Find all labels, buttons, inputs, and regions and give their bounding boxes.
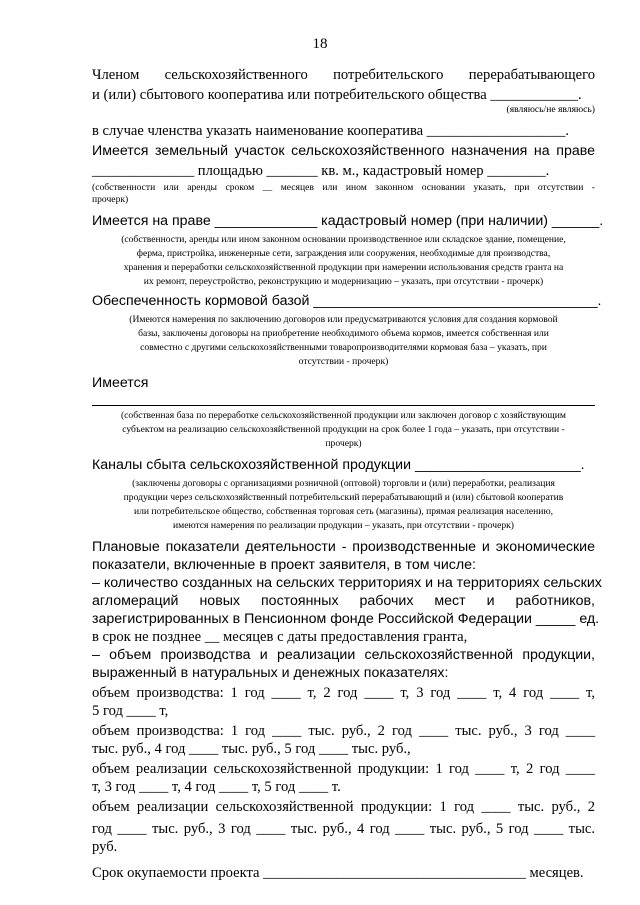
right-note-2: ферма, пристройка, инженерные сети, заграждения или сооружения, необходимые для производства, xyxy=(136,248,551,259)
member-line-1: Членом сельскохозяйственного потребительского перерабатывающего xyxy=(92,67,595,83)
sales-natural-line-1: объем реализации сельскохозяйственной продукции: 1 год ____ т, 2 год ____ xyxy=(92,761,595,777)
coop-name-line: в случае членства указать наименование кооператива ___________________. xyxy=(92,123,570,139)
page-number: 18 xyxy=(312,36,328,52)
production-rubles-line-1: объем производства: 1 год ____ тыс. руб., 2 год ____ тыс. руб., 3 год ____ xyxy=(92,723,595,739)
plan-line-7: – объем производства и реализации сельскохозяйственной продукции, xyxy=(92,647,595,663)
form-body xyxy=(92,66,604,882)
feed-note-4: отсутствии - прочерк) xyxy=(298,356,389,367)
plan-line-8: выраженный в натуральных и денежных показателях: xyxy=(92,665,449,681)
plan-line-4: агломераций новых постоянных рабочих мест и работников, xyxy=(92,593,595,609)
plan-line-1: Плановые показатели деятельности - производственные и экономические xyxy=(92,539,595,555)
has-note-3: прочерк) xyxy=(325,438,362,449)
feed-note-2: базы, заключены договоры на приобретение необходимого объема кормов, имеется собственная или xyxy=(138,328,549,339)
plan-line-6: в срок не позднее __ месяцев с даты предоставления гранта, xyxy=(92,629,468,645)
land-line-2: ______________ площадью _______ кв. м., кадастровый номер ________. xyxy=(92,163,550,179)
production-rubles-line-2: тыс. руб., 4 год ____ тыс. руб., 5 год ____ тыс. руб., xyxy=(92,741,411,757)
land-note-1: (собственности или аренды сроком __ месяцев или ином законном основании указать, при отсутствии - xyxy=(92,182,595,193)
feed-note-3: совместно с другими сельскохозяйственными товаропроизводителями кормовая база – указать, при xyxy=(140,342,547,353)
sales-natural-line-2: т, 3 год ____ т, 4 год ____ т, 5 год ____ т. xyxy=(92,779,341,795)
sales-rubles-line-2: год ____ тыс. руб., 3 год ____ тыс. руб., 4 год ____ тыс. руб., 5 год ____ тыс. xyxy=(92,821,595,837)
has-note-1: (собственная база по переработке сельскохозяйственной продукции или заключен договор с хозяйствующим xyxy=(120,410,567,421)
plan-line-2: показатели, включенные в проект заявителя, в том числе: xyxy=(92,557,476,573)
right-note-3: хранения и переработки сельскохозяйственной продукции при намерении использования средств гранта на xyxy=(123,262,564,273)
has-blank-line xyxy=(92,392,595,406)
right-line-1: Имеется на праве _____________ кадастровый номер (при наличии) ______. xyxy=(92,213,604,229)
land-line-1: Имеется земельный участок сельскохозяйственного назначения на праве xyxy=(92,143,595,159)
payback-line: Срок окупаемости проекта ____________________________________ месяцев. xyxy=(92,865,584,881)
member-note: (являюсь/не являюсь) xyxy=(506,104,595,115)
has-note-2: субъектом на реализацию сельскохозяйственной продукции на срок более 1 года – указать, при отсутствии - xyxy=(122,424,565,435)
sales-note-3: или потребительское общество, собственная торговая сеть (магазины), прямая реализация населению, xyxy=(133,506,554,517)
sales-rubles-line-1: объем реализации сельскохозяйственной продукции: 1 год ____ тыс. руб., 2 xyxy=(92,799,595,815)
land-note-2: прочерк) xyxy=(92,194,129,205)
feed-note-1: (Имеются намерения по заключению договоров или предусматриваются условия для создания кормовой xyxy=(129,314,558,325)
has-line-1: Имеется xyxy=(92,375,149,391)
production-natural-line-1: объем производства: 1 год ____ т, 2 год ____ т, 3 год ____ т, 4 год ____ т, xyxy=(92,685,595,701)
right-note-1: (собственности, аренды или ином законном основании производственное или складское здание, помещение, xyxy=(121,234,566,245)
sales-line-1: Каналы сбыта сельскохозяйственной продукции _____________________. xyxy=(92,457,585,473)
plan-line-3: – количество созданных на сельских территориях и на территориях сельских xyxy=(92,575,602,591)
feed-line-1: Обеспеченность кормовой базой ____________________________________. xyxy=(92,293,602,309)
member-line-2: и (или) сбытового кооператива или потребительского общества ____________. xyxy=(92,87,582,103)
sales-note-1: (заключены договоры с организациями розничной (оптовой) торговли и (или) переработки, реализация xyxy=(132,478,555,489)
plan-line-5: зарегистрированных в Пенсионном фонде Российской Федерации _____ ед. xyxy=(92,611,600,627)
production-natural-line-2: 5 год ____ т, xyxy=(92,703,169,719)
right-note-4: их ремонт, переустройство, реконструкцию и модернизацию – указать, при отсутствии - прочерк) xyxy=(143,276,544,287)
sales-note-4: имеются намерения по реализации продукции – указать, при отсутствии - прочерк) xyxy=(172,520,514,531)
sales-note-2: продукции через сельскохозяйственный потребительский перерабатывающий и (или) сбытовой кооператив xyxy=(123,492,564,503)
sales-rubles-line-3: руб. xyxy=(92,839,118,855)
